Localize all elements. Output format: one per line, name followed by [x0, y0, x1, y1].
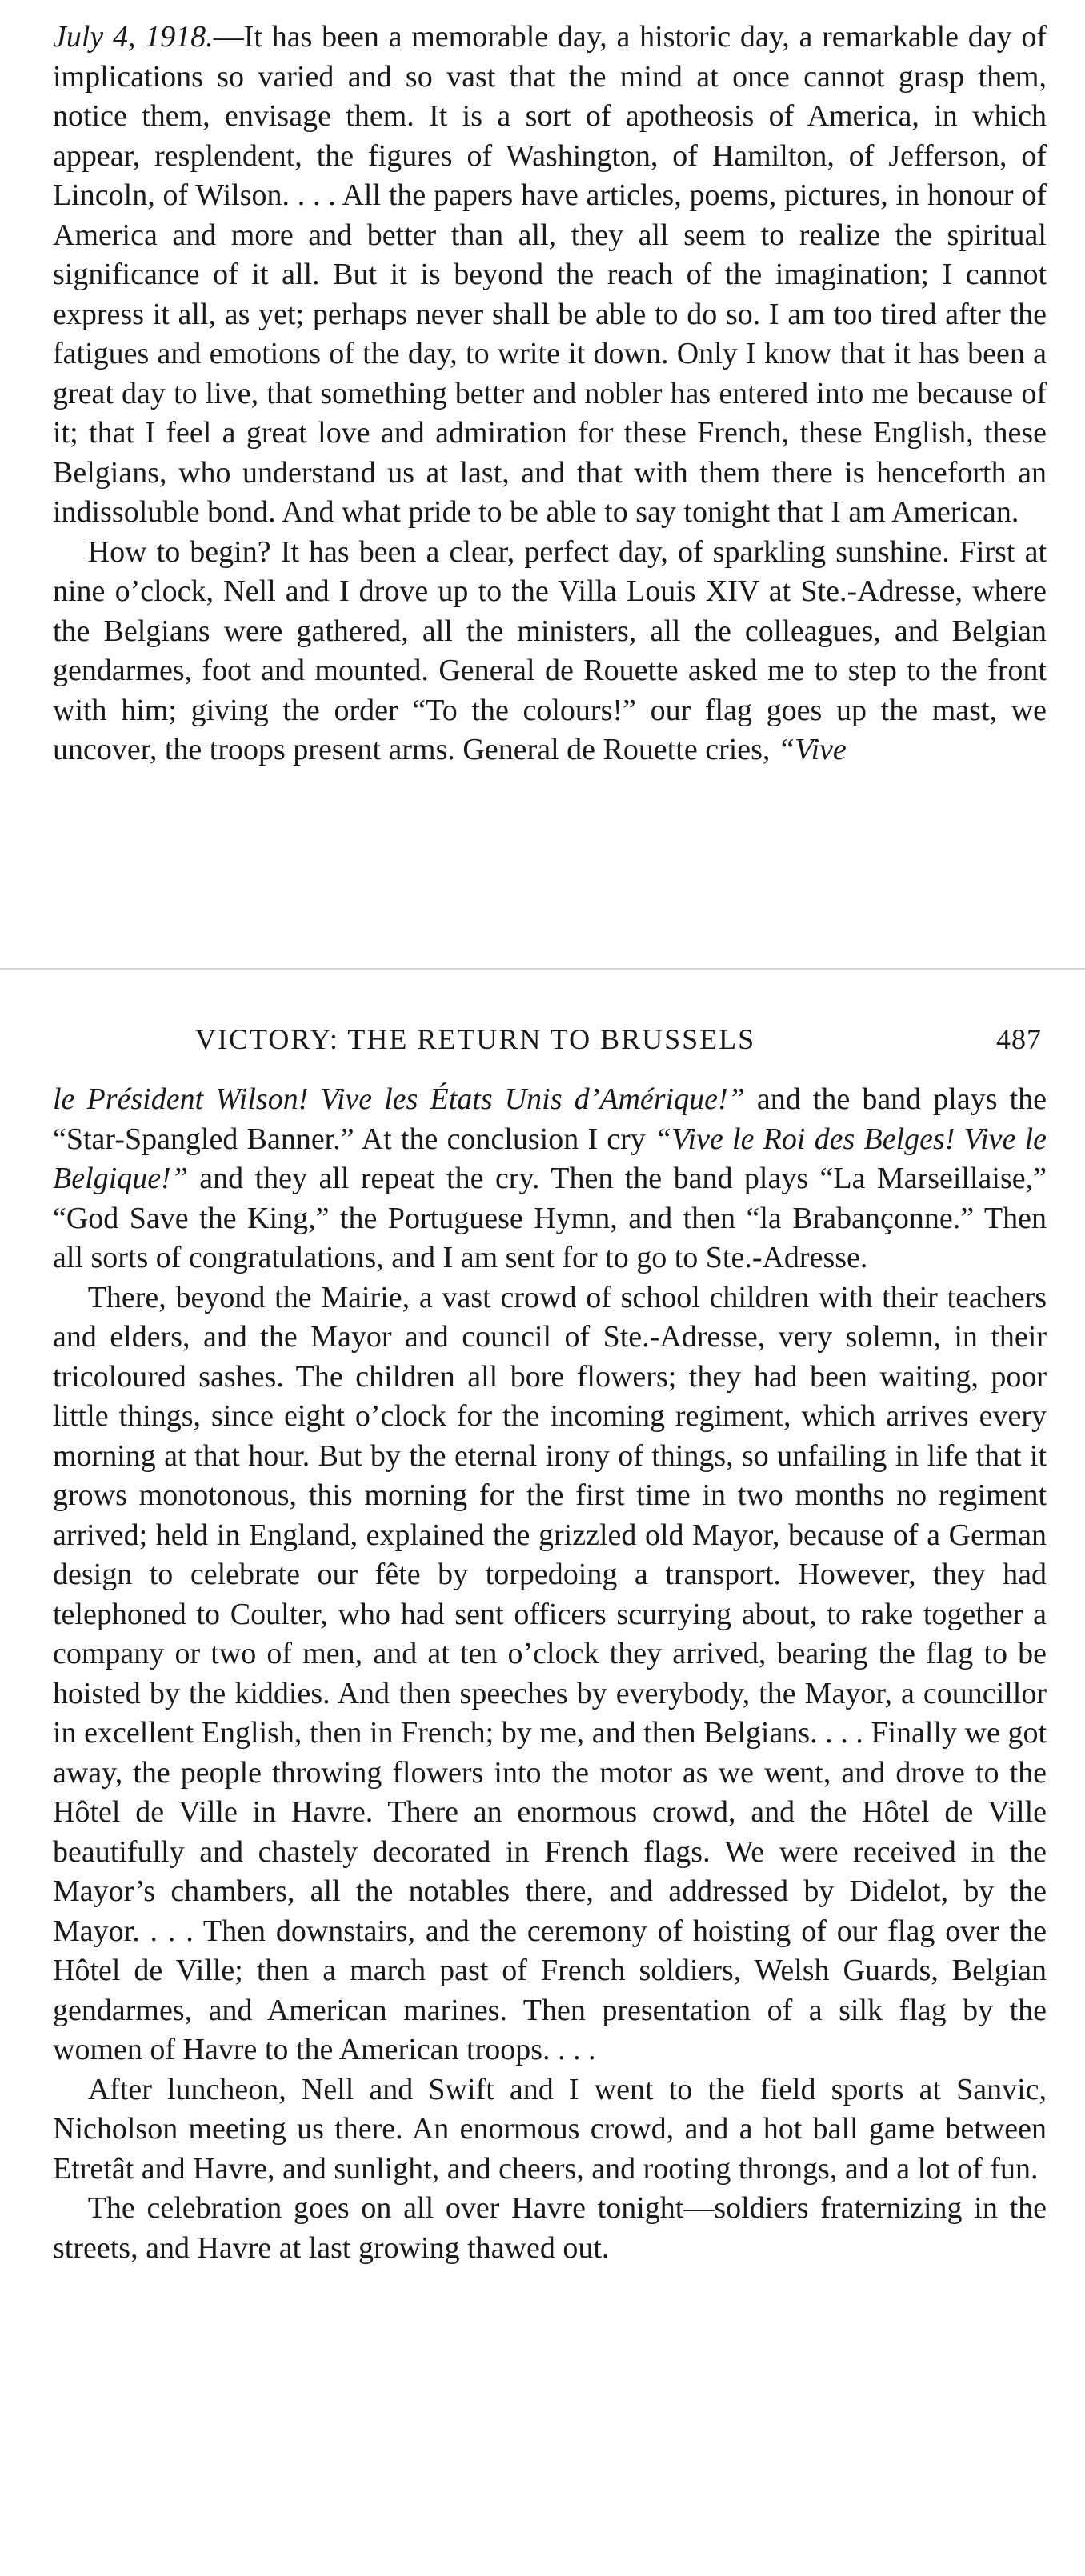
running-head — [53, 1022, 1047, 1070]
top-page — [0, 0, 1085, 968]
italic-text: “Vive — [777, 733, 847, 766]
running-head-title: VICTORY: THE RETURN TO BRUSSELS — [195, 1023, 756, 1055]
paragraph-text: and they all repeat the cry. Then the band plays “La Marseillaise,” “God Save the King,” the Portuguese Hymn, and then “la Brabançonne.” Then all sorts of congratulations, and I am sent for to go to Ste.-Adresse. — [53, 1162, 1047, 1274]
paragraph — [53, 533, 1047, 770]
italic-text: le Président Wilson! Vive les États Unis d’Amérique!” — [53, 1082, 745, 1116]
paragraph: After luncheon, Nell and Swift and I went to the field sports at Sanvic, Nicholson meeting us there. An enormous crowd, and a hot ball game between Etretât and Havre, and sunlight, and cheers, and rooting throngs, and a lot of fun. — [53, 2072, 1047, 2186]
diary-entry-paragraph — [53, 18, 1047, 533]
paragraph-text: —It has been a memorable day, a historic day, a remarkable day of implications so varied and so vast that the mind at once cannot grasp them, notice them, envisage them. It is a sort of apotheosis of America, in which appear, resplendent, the figures of Washington, of Hamilton, of Jefferson, of Lincoln, of Wilson. . . . All the papers have articles, poems, pictures, in honour of America and more and better than all, they all seem to realize the spiritual significance of it all. But it is beyond the reach of the imagination; I cannot express it all, as yet; perhaps never shall be able to do so. I am too tired after the fatigues and emotions of the day, to write it down. Only I know that it has been a great day to live, that something better and nobler has entered into me because of it; that I feel a great love and admiration for these French, these English, these Belgians, who understand us at last, and that with them there is henceforth an indissoluble bond. And what pride to be able to say tonight that I am American. — [53, 20, 1047, 529]
paragraph — [53, 1080, 1047, 1278]
paragraph: There, beyond the Mairie, a vast crowd of school children with their teachers and elders, and the Mayor and council of Ste.-Adresse, very solemn, in their tricoloured sashes. The children all bore flowers; they had been waiting, poor little things, since eight o’clock for the incoming regiment, which arrives every morning at that hour. But by the eternal irony of things, so unfailing in life that it grows monotonous, this morning for the first time in two months no regiment arrived; held in England, explained the grizzled old Mayor, because of a German design to celebrate our fête by torpedoing a transport. However, they had telephoned to Coulter, who had sent officers scurrying about, to rake together a company or two of men, and at ten o’clock they arrived, bearing the flag to be hoisted by the kiddies. And then speeches by everybody, the Mayor, a councillor in excellent English, then in French; by me, and then Belgians. . . . Finally we got away, the people throwing flowers into the motor as we went, and drove to the Hôtel de Ville in Havre. There an enormous crowd, and the Hôtel de Ville beautifully and chastely decorated in French flags. We were received in the Mayor’s chambers, all the notables there, and addressed by Didelot, by the Mayor. . . . Then downstairs, and the ceremony of hoisting of our flag over the Hôtel de Ville; then a march past of French soldiers, Welsh Guards, Belgian gendarmes, and American marines. Then presentation of a silk flag by the women of Havre to the American troops. . . . — [53, 1280, 1047, 2066]
page-number: 487 — [996, 1023, 1042, 1055]
paragraph-text: How to begin? It has been a clear, perfect day, of sparkling sunshine. First at nine o’clock, Nell and I drove up to the Villa Louis XIV at Ste.-Adresse, where the Belgians were gathered, all the ministers, all the colleagues, and Belgian gendarmes, foot and mounted. General de Rouette asked me to step to the front with him; giving the order “To the colours!” our flag goes up the mast, we uncover, the troops present arms. General de Rouette cries, — [53, 534, 1047, 766]
paragraph: The celebration goes on all over Havre tonight—soldiers fraternizing in the streets, and Havre at last growing thawed out. — [53, 2191, 1047, 2265]
paragraph-text: and the band plays the “Star-Spangled Banner.” At the conclusion I cry — [53, 1082, 1047, 1156]
entry-dateline: July 4, 1918. — [53, 20, 214, 54]
italic-text: “Vive le Roi des Belges! Vive le Belgique!” — [53, 1122, 1047, 1195]
bottom-page — [0, 974, 1085, 2576]
